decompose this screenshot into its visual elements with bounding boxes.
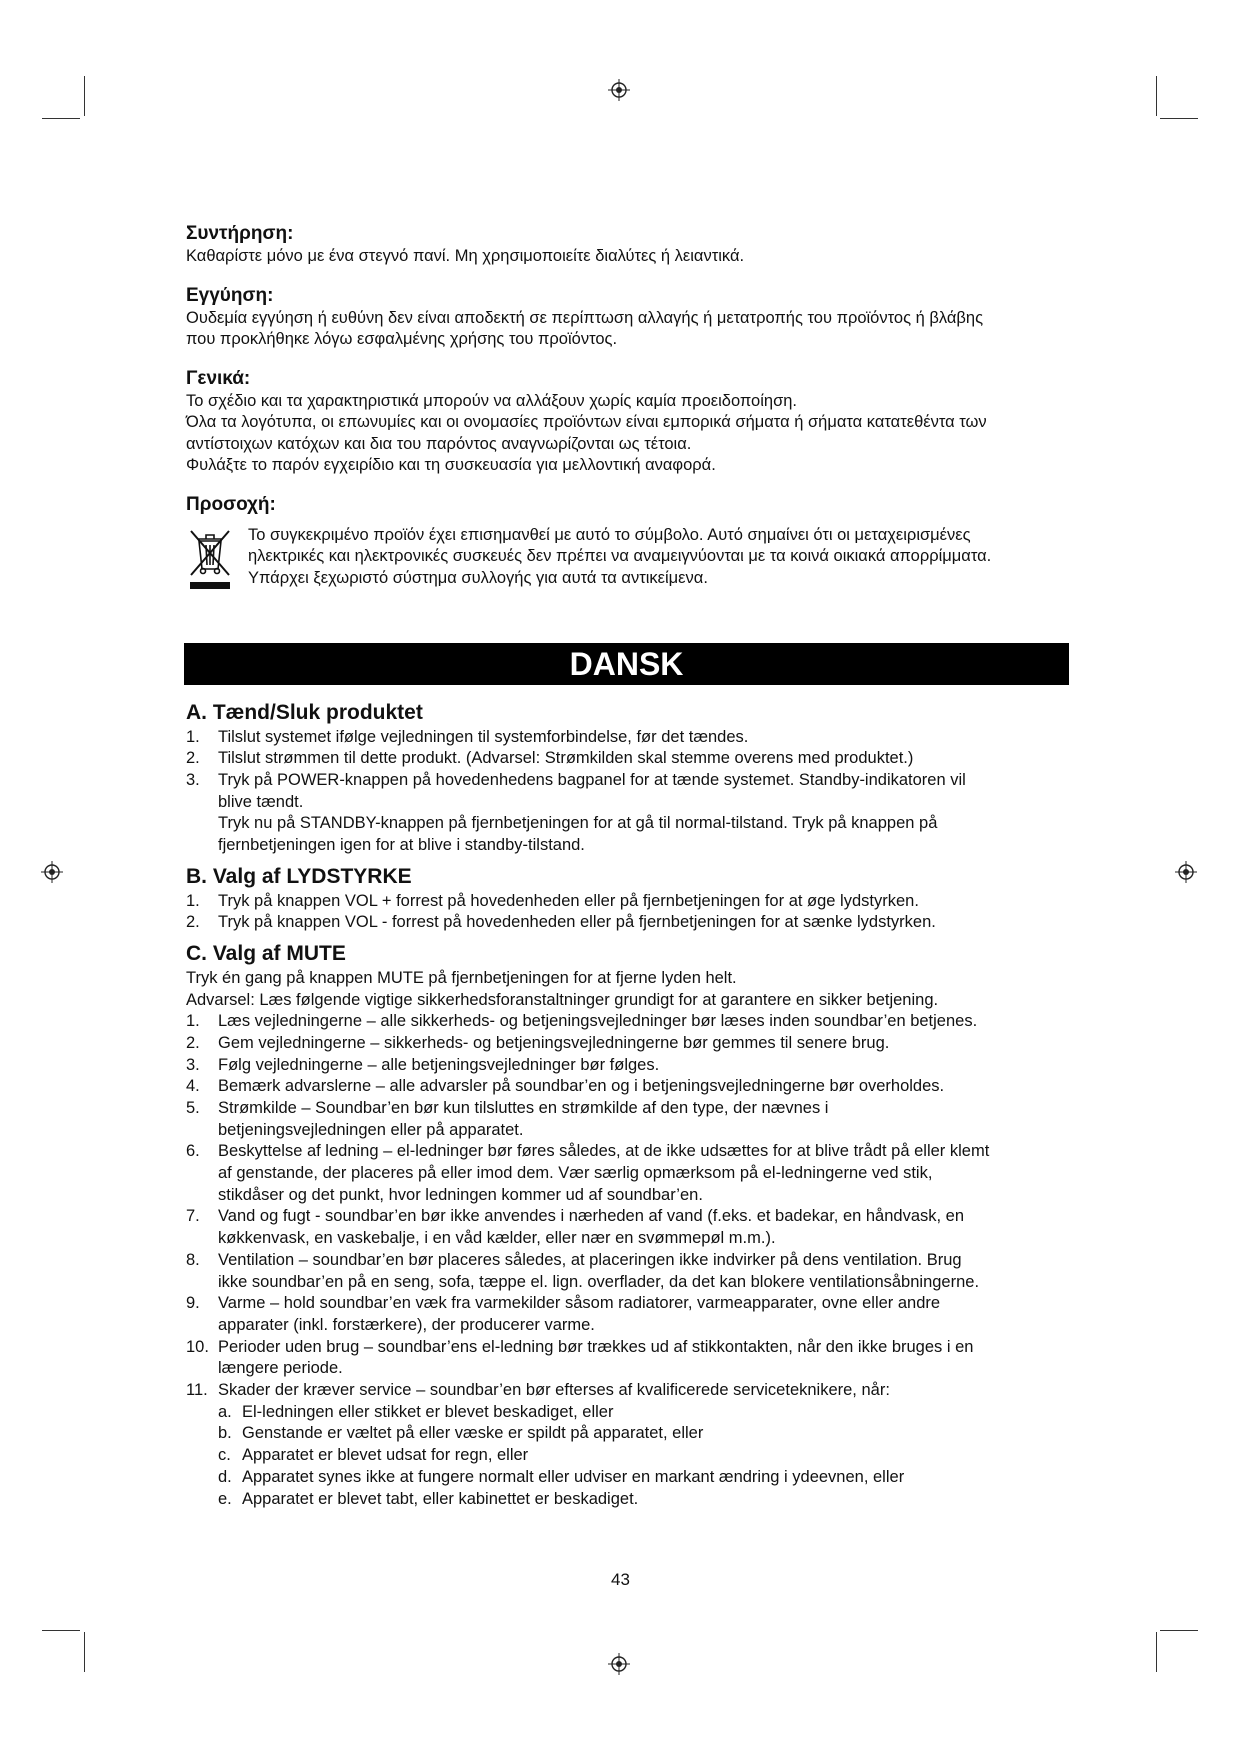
crop-mark	[1156, 76, 1157, 116]
section-a	[186, 699, 1066, 857]
caution-line: Υπάρχει ξεχωριστό σύστημα συλλογής για αυτά τα αντικείμενα.	[248, 568, 708, 587]
list-item: 7. Vand og fugt - soundbar’en bør ikke anvendes i nærheden af vand (f.eks. et badekar, en håndvask, en køkkenvask, en vaskebalje, i en våd kælder, eller nær en svømmepøl m.m.).	[186, 1207, 965, 1248]
crop-mark	[42, 118, 80, 119]
sub-list-item: d. Apparatet synes ikke at fungere normalt eller udviser en markant ændring i ydeevnen, eller	[218, 1467, 905, 1486]
list-item: 2. Tilslut strømmen til dette produkt. (Advarsel: Strømkilden skal stemme overens med produktet.)	[186, 749, 914, 768]
greek-caution-section	[186, 493, 1066, 591]
crop-mark	[1160, 1630, 1198, 1631]
section-c-heading: C. Valg af MUTE	[186, 942, 346, 966]
greek-warranty-section	[186, 284, 1066, 351]
crossed-out-bin-icon	[186, 525, 234, 591]
weee-text	[248, 525, 991, 590]
warranty-heading: Εγγύηση:	[186, 284, 274, 306]
list-item: 11. Skader der kræver service – soundbar’en bør efterses af kvalificerede serviceteknikere, når:	[186, 1381, 890, 1400]
caution-heading: Προσοχή:	[186, 493, 276, 515]
caution-line: ηλεκτρικές και ηλεκτρονικές συσκευές δεν πρέπει να αναμειγνύονται με τα κοινά οικιακά απορρίμματα.	[248, 547, 992, 565]
section-b-heading: B. Valg af LYDSTYRKE	[186, 864, 412, 888]
crop-mark	[84, 1632, 85, 1672]
list-item: 8. Ventilation – soundbar’en bør placeres således, at placeringen ikke indvirker på dens ventilation. Brug ikke soundbar’en på en seng, sofa, tæppe el. lign. overflader, da det kan blokere ventilationsåbningerne.	[186, 1250, 980, 1291]
general-line: Όλα τα λογότυπα, οι επωνυμίες και οι ονομασίες προϊόντων είναι εμπορικά σήματα ή σήματα κατατεθέντα των	[186, 413, 987, 431]
section-c	[186, 940, 1066, 1510]
language-bar: DANSK	[184, 643, 1069, 685]
registration-mark-icon	[608, 79, 630, 101]
list-item: 1. Læs vejledningerne – alle sikkerheds- og betjeningsvejledninger bør læses inden soundbar’en betjenes.	[186, 1012, 978, 1031]
section-c-intro: Tryk én gang på knappen MUTE på fjernbetjeningen for at fjerne lyden helt.	[186, 969, 737, 988]
list-item: 10. Perioder uden brug – soundbar’ens el-ledning bør trækkes ud af stikkontakten, når den ikke bruges i en længere periode.	[186, 1337, 974, 1378]
registration-mark-icon	[608, 1653, 630, 1675]
list-item: 3. Følg vejledningerne – alle betjeningsvejledninger bør følges.	[186, 1055, 660, 1074]
section-c-intro: Advarsel: Læs følgende vigtige sikkerhedsforanstaltninger grundigt for at garantere en sikker betjening.	[186, 990, 939, 1009]
weee-notice	[186, 525, 1066, 591]
general-line: Το σχέδιο και τα χαρακτηριστικά μπορούν να αλλάξουν χωρίς καμία προειδοποίηση.	[186, 391, 798, 410]
list-item: 4. Bemærk advarslerne – alle advarsler på soundbar’en og i betjeningsvejledningerne bør overholdes.	[186, 1077, 945, 1096]
section-b-list	[186, 891, 1066, 934]
crop-mark	[84, 76, 85, 116]
general-line: αντίστοιχων κατόχων και δια του παρόντος αναγνωρίζονται ως τέτοια.	[186, 434, 692, 453]
warranty-line: Ουδεμία εγγύηση ή ευθύνη δεν είναι αποδεκτή σε περίπτωση αλλαγής ή μετατροπής του προϊόντος ή βλάβης	[186, 308, 984, 327]
section-c-list	[186, 1011, 1066, 1402]
section-b	[186, 863, 1066, 934]
general-heading: Γενικά:	[186, 367, 251, 389]
greek-maintenance-section	[186, 222, 1066, 268]
registration-mark-icon	[41, 861, 63, 883]
page-number: 43	[611, 1570, 630, 1589]
sub-list-item: e. Apparatet er blevet tabt, eller kabinettet er beskadiget.	[218, 1489, 639, 1508]
greek-general-section	[186, 367, 1066, 477]
list-item: 5. Strømkilde – Soundbar’en bør kun tilsluttes en strømkilde af den type, der nævnes i betjeningsvejledningen eller på apparatet.	[186, 1098, 829, 1139]
warranty-line: που προκλήθηκε λόγω εσφαλμένης χρήσης του προϊόντος.	[186, 330, 618, 348]
list-item: 6. Beskyttelse af ledning – el-ledninger bør føres således, at de ikke udsættes for at blive trådt på eller klemt af genstande, der placeres på eller imod dem. Vær særlig opmærksom på el-ledningerne ved stik, stikdåser og det punkt, hvor ledningen kommer ud af soundbar’en.	[186, 1142, 990, 1204]
list-item: 3. Tryk på POWER-knappen på hovedenhedens bagpanel for at tænde systemet. Standby-indikatoren vil blive tændt. Tryk nu på STANDBY-knappen på fjernbetjeningen for at gå til normal-tilstand. Tryk på knappen på fjernbetjeningen igen for at blive i standby-tilstand.	[186, 770, 966, 855]
general-line: Φυλάξτε το παρόν εγχειρίδιο και τη συσκευασία για μελλοντική αναφορά.	[186, 456, 716, 474]
list-item: 2. Gem vejledningerne – sikkerheds- og betjeningsvejledningerne bør gemmes til senere brug.	[186, 1033, 890, 1052]
sub-list-item: a. El-ledningen eller stikket er blevet beskadiget, eller	[218, 1402, 614, 1421]
registration-mark-icon	[1175, 861, 1197, 883]
list-item: 9. Varme – hold soundbar’en væk fra varmekilder såsom radiatorer, varmeapparater, ovne eller andre apparater (inkl. forstærkere), der producerer varme.	[186, 1294, 941, 1334]
list-item: 1. Tilslut systemet ifølge vejledningen til systemforbindelse, før det tændes.	[186, 727, 749, 746]
section-a-heading: A. Tænd/Sluk produktet	[186, 700, 423, 724]
maintenance-heading: Συντήρηση:	[186, 223, 294, 244]
sub-list-item: b. Genstande er væltet på eller væske er spildt på apparatet, eller	[218, 1424, 704, 1443]
sub-list-item: c. Apparatet er blevet udsat for regn, eller	[218, 1446, 529, 1465]
section-c-sublist	[186, 1402, 1066, 1511]
caution-line: Το συγκεκριμένο προϊόν έχει επισημανθεί με αυτό το σύμβολο. Αυτό σημαίνει ότι οι μεταχειρισμένες	[248, 525, 971, 544]
list-item: 1. Tryk på knappen VOL + forrest på hovedenheden eller på fjernbetjeningen for at øge lydstyrken.	[186, 891, 919, 910]
crop-mark	[1156, 1632, 1157, 1672]
crop-mark	[42, 1630, 80, 1631]
crop-mark	[1160, 118, 1198, 119]
section-a-list	[186, 727, 1066, 857]
list-item: 2. Tryk på knappen VOL - forrest på hovedenheden eller på fjernbetjeningen for at sænke lydstyrken.	[186, 913, 936, 932]
page-content	[186, 222, 1066, 1510]
maintenance-text: Καθαρίστε μόνο με ένα στεγνό πανί. Μη χρησιμοποιείτε διαλύτες ή λειαντικά.	[186, 247, 745, 265]
